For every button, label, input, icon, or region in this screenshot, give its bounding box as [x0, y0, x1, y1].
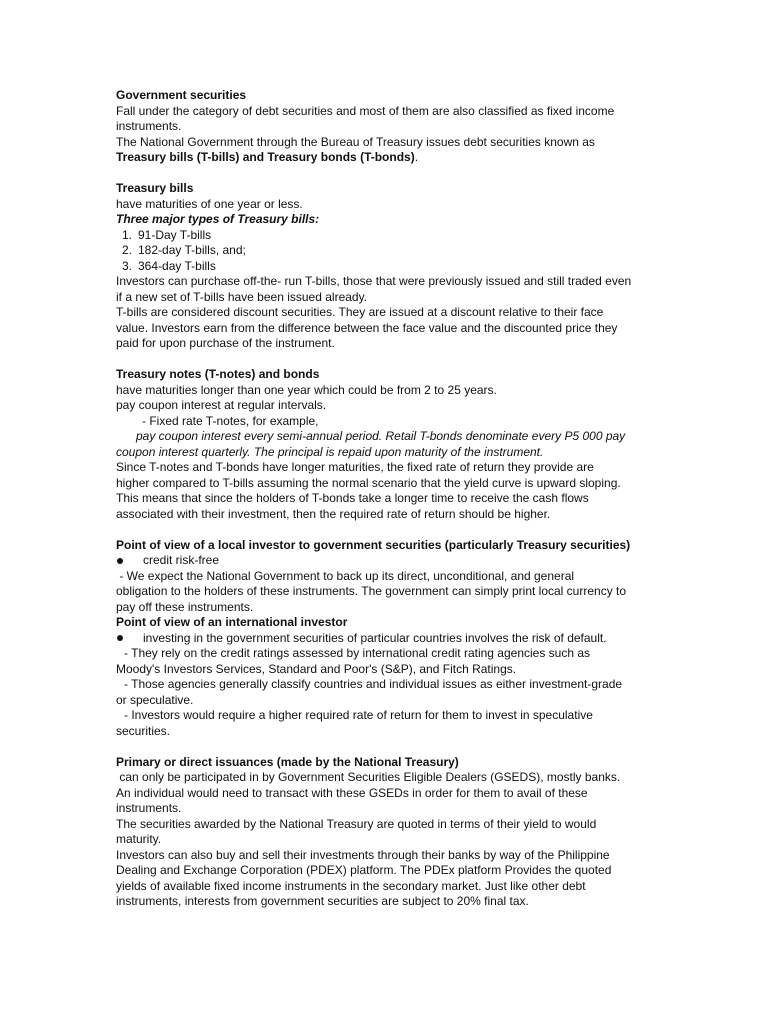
paragraph-line [116, 150, 656, 166]
paragraph-line: Fall under the category of debt securities and most of them are also classified as fixed income [116, 103, 615, 118]
paragraph-line: - We expect the National Government to back up its direct, unconditional, and general [116, 568, 575, 583]
section-heading-treasury-bills: Treasury bills [116, 181, 194, 195]
italic-line: coupon interest quarterly. The principal is repaid upon maturity of the instrument. [116, 444, 544, 459]
paragraph-line: instruments, interests from government securities are subject to 20% final tax. [116, 894, 529, 908]
paragraph-line: if a new set of T-bills have been issued already. [116, 289, 368, 304]
paragraph-line: associated with their investment, then the required rate of return should be higher. [116, 506, 551, 521]
list-number: 3. [122, 258, 133, 273]
list-item-text: 182-day T-bills, and; [138, 243, 246, 257]
paragraph-line: The securities awarded by the National Treasury are quoted in terms of their yield to would [116, 816, 597, 831]
paragraph-line: Moody's Investors Services, Standard and Poor's (S&P), and Fitch Ratings. [116, 661, 517, 676]
list-number: 1. [122, 227, 133, 242]
document-page [116, 88, 656, 910]
bullet-item [116, 631, 656, 647]
paragraph-line: - Fixed rate T-notes, for example, [142, 413, 319, 428]
bullet-item [116, 553, 656, 569]
paragraph-line: This means that since the holders of T-bonds take a longer time to receive the cash flows [116, 491, 589, 505]
paragraph-line: An individual would need to transact with these GSEDs in order for them to avail of these [116, 785, 588, 800]
subheading-types: Three major types of Treasury bills: [116, 212, 320, 226]
list-item-text: 364-day T-bills [138, 258, 216, 273]
paragraph-line: Investors can also buy and sell their investments through their banks by way of the Philippine [116, 847, 610, 862]
section-heading-primary-issuances: Primary or direct issuances (made by the National Treasury) [116, 754, 459, 769]
paragraph-line: - They rely on the credit ratings assessed by international credit rating agencies such as [124, 646, 591, 660]
period: . [414, 150, 419, 164]
paragraph-line: higher compared to T-bills assuming the normal scenario that the yield curve is upward sloping. [116, 475, 621, 490]
numbered-list-item [116, 259, 656, 275]
blank-line [116, 166, 656, 182]
paragraph-line: securities. [116, 723, 171, 738]
section-heading-international-investor: Point of view of an international investor [116, 615, 348, 629]
paragraph-line: can only be participated in by Government Securities Eligible Dealers (GSEDS), mostly banks. [116, 770, 621, 784]
paragraph-line: have maturities longer than one year which could be from 2 to 25 years. [116, 382, 497, 397]
paragraph-line: paid for upon purchase of the instrument. [116, 336, 335, 350]
section-heading-government-securities: Government securities [116, 88, 247, 102]
section-heading-treasury-notes-bonds: Treasury notes (T-notes) and bonds [116, 367, 320, 381]
list-item-text: 91-Day T-bills [138, 227, 212, 242]
paragraph-line: - Those agencies generally classify countries and individual issues as either investment-grade [124, 677, 623, 691]
paragraph-line: have maturities of one year or less. [116, 196, 303, 211]
bullet-icon [117, 558, 123, 564]
list-number: 2. [122, 243, 133, 257]
blank-line [116, 739, 656, 755]
paragraph-line: - Investors would require a higher required rate of return for them to invest in speculative [124, 708, 593, 722]
blank-line [116, 352, 656, 368]
paragraph-line: Investors can purchase off-the- run T-bills, those that were previously issued and still traded even [116, 274, 632, 288]
section-heading-local-investor: Point of view of a local investor to government securities (particularly Treasury securities) [116, 537, 631, 552]
paragraph-line: pay off these instruments. [116, 599, 254, 614]
paragraph-line: obligation to the holders of these instruments. The government can simply print local currency to [116, 584, 627, 598]
paragraph-line: The National Government through the Bureau of Treasury issues debt securities known as [116, 134, 595, 149]
bullet-text: credit risk-free [143, 553, 220, 567]
paragraph-line: instruments. [116, 801, 182, 815]
italic-line: pay coupon interest every semi-annual period. Retail T-bonds denominate every P5 000 pay [136, 429, 626, 443]
blank-line [116, 522, 656, 538]
bullet-icon [117, 635, 123, 641]
paragraph-line: T-bills are considered discount securities. They are issued at a discount relative to their face [116, 305, 604, 319]
paragraph-line: or speculative. [116, 692, 194, 707]
paragraph-line: pay coupon interest at regular intervals. [116, 398, 327, 412]
numbered-list-item [116, 228, 656, 244]
paragraph-line: yields of available fixed income instruments in the secondary market. Just like other debt [116, 878, 586, 893]
paragraph-line: maturity. [116, 832, 162, 846]
paragraph-line: instruments. [116, 119, 182, 133]
numbered-list-item [116, 243, 656, 259]
bold-phrase: Treasury bills (T-bills) and Treasury bonds (T-bonds) [116, 150, 415, 164]
paragraph-line: Dealing and Exchange Corporation (PDEX) platform. The PDEx platform Provides the quoted [116, 863, 612, 877]
bullet-text: investing in the government securities of particular countries involves the risk of default. [143, 630, 607, 645]
paragraph-line: Since T-notes and T-bonds have longer maturities, the fixed rate of return they provide are [116, 460, 594, 474]
paragraph-line: value. Investors earn from the difference between the face value and the discounted price they [116, 320, 618, 335]
